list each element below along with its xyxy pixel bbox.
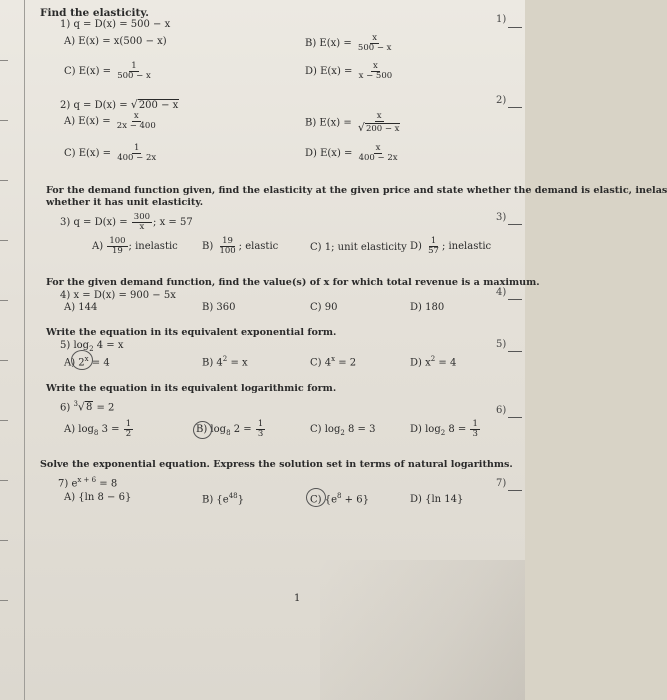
- choice-1a[interactable]: A) E(x) = x(500 − x): [64, 36, 167, 47]
- problem-4-statement: 4) x = D(x) = 900 − 5x: [60, 290, 176, 301]
- choice-3b[interactable]: B) $\frac{19}{100}$ ; elastic: [202, 236, 279, 256]
- choice-1b[interactable]: B) E(x) = $\frac{x}{500 - x}$: [305, 33, 392, 53]
- problem-3-statement: 3) q = D(x) = $\frac{300}{x}$ ; x = 57: [60, 212, 193, 232]
- answer-blank-4[interactable]: [508, 299, 522, 300]
- margin-tick: [0, 300, 8, 301]
- margin-tick: [0, 480, 8, 481]
- answer-circle-6b: [193, 421, 212, 439]
- margin-tick: [0, 180, 8, 181]
- answer-blank-3[interactable]: [508, 224, 522, 225]
- answer-blank-2[interactable]: [508, 107, 522, 108]
- answer-circle-7c: [306, 488, 326, 507]
- choice-7b[interactable]: B) $\{e^{48}\}$: [202, 492, 245, 506]
- choice-5d[interactable]: D) $x^2 = 4$: [410, 355, 457, 369]
- answer-blank-1[interactable]: [508, 27, 522, 28]
- choice-1c[interactable]: C) E(x) = $\frac{1}{500 - x}$: [64, 61, 151, 81]
- answer-circle-5a: [71, 350, 93, 370]
- section-instructions-natural-log: Solve the exponential equation. Express the solution set in terms of natural logarithms.: [40, 459, 513, 470]
- margin-tick: [0, 60, 8, 61]
- problem-1-statement: [60, 19, 170, 30]
- answer-margin-4: 4): [496, 287, 507, 298]
- choice-2a[interactable]: A) E(x) = $\frac{x}{2x - 400}$: [64, 111, 156, 131]
- answer-margin-6: 6): [496, 405, 507, 416]
- choice-2b[interactable]: B) E(x) = $\frac{x}{√200 - x}$: [305, 111, 400, 134]
- choice-7d[interactable]: D) {ln 14}: [410, 494, 464, 505]
- section-instructions-elasticity-cont: whether it has unit elasticity.: [46, 197, 204, 208]
- answer-margin-2: 2): [496, 95, 507, 106]
- choice-2d[interactable]: D) E(x) = $\frac{x}{400 - 2x}$: [305, 143, 398, 163]
- page-shadow: [320, 560, 525, 700]
- choice-4b[interactable]: B) 360: [202, 302, 236, 313]
- choice-6b[interactable]: B) $\log_8 2$ = $\frac{1}{3}$: [196, 419, 264, 439]
- choice-2c[interactable]: C) E(x) = $\frac{1}{400 - 2x}$: [64, 143, 157, 163]
- section-instructions-elasticity: For the demand function given, find the elasticity at the given price and state whether the demand is elastic, inelas: [46, 185, 667, 196]
- problem-6-statement: 6) $^3$√8 = 2: [60, 400, 115, 414]
- choice-3d[interactable]: D) $\frac{1}{57}$ ; inelastic: [410, 236, 492, 256]
- margin-tick: [0, 600, 8, 601]
- choice-6a[interactable]: A) $\log_8 3$ = $\frac{1}{2}$: [64, 419, 132, 439]
- problem-7-statement: 7) $e^{x + 6} = 8$: [58, 476, 118, 490]
- choice-6c[interactable]: C) $\log_2 8 = 3$: [310, 424, 376, 437]
- margin-line: [24, 0, 25, 700]
- margin-tick: [0, 540, 8, 541]
- choice-4c[interactable]: C) 90: [310, 302, 338, 313]
- answer-margin-3: 3): [496, 212, 507, 223]
- choice-3a[interactable]: A) $\frac{100}{19}$ ; inelastic: [92, 236, 178, 256]
- choice-5b[interactable]: B) $4^2 = x$: [202, 355, 248, 369]
- page-number: 1: [294, 593, 301, 604]
- choice-5a[interactable]: A) $2^x = 4$: [64, 355, 110, 369]
- answer-blank-5[interactable]: [508, 351, 522, 352]
- choice-3c[interactable]: C) 1; unit elasticity: [310, 242, 407, 253]
- answer-margin-5: 5): [496, 339, 507, 350]
- answer-margin-7: 7): [496, 478, 507, 489]
- margin-tick: [0, 120, 8, 121]
- section-instructions-exponential: Write the equation in its equivalent exponential form.: [46, 327, 337, 338]
- choice-4a[interactable]: A) 144: [64, 302, 98, 313]
- choice-7c[interactable]: C) $\{e^8 + 6\}$: [310, 492, 369, 506]
- answer-margin-1: 1): [496, 14, 507, 25]
- problem-number: 1): [60, 19, 71, 30]
- section-instructions-revenue: For the given demand function, find the value(s) of x for which total revenue is a maximum.: [46, 277, 540, 288]
- margin-tick: [0, 240, 8, 241]
- choice-7a[interactable]: A) {ln 8 − 6}: [64, 492, 132, 503]
- margin-tick: [0, 360, 8, 361]
- problem-2-statement: 2) q = D(x) = √200 − x: [60, 98, 179, 111]
- margin-tick: [0, 420, 8, 421]
- answer-blank-7[interactable]: [508, 490, 522, 491]
- choice-5c[interactable]: C) $4^x = 2$: [310, 355, 357, 369]
- problem-equation: q = D(x) = 500 − x: [73, 19, 171, 30]
- choice-6d[interactable]: D) $\log_2 8$ = $\frac{1}{3}$: [410, 419, 478, 439]
- worksheet-title: Find the elasticity.: [40, 7, 149, 19]
- section-instructions-logarithmic: Write the equation in its equivalent logarithmic form.: [46, 383, 337, 394]
- problem-5-statement: 5) $\log_2 4 = x$: [60, 340, 124, 353]
- answer-blank-6[interactable]: [508, 417, 522, 418]
- choice-4d[interactable]: D) 180: [410, 302, 445, 313]
- choice-1d[interactable]: D) E(x) = $\frac{x}{x - 500}$: [305, 61, 393, 81]
